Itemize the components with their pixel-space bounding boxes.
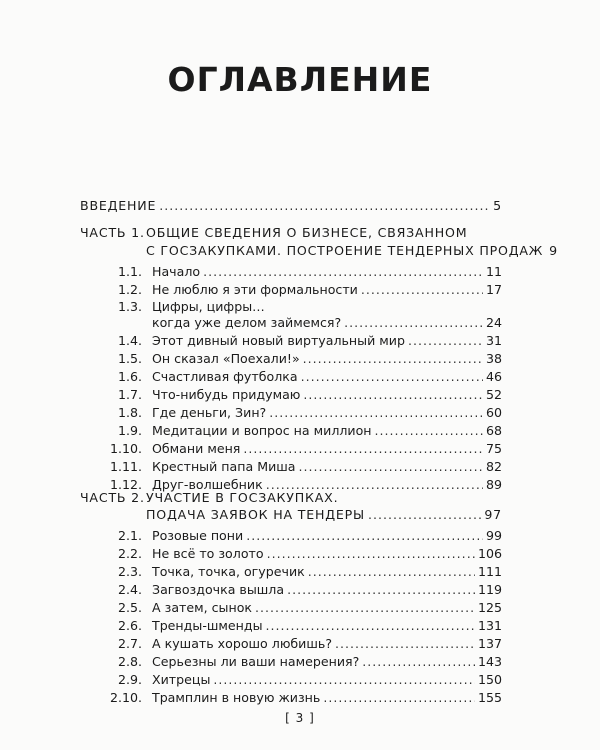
leader-dots xyxy=(266,618,475,634)
toc-item[interactable] xyxy=(80,618,502,634)
part1-page: 9 xyxy=(549,243,558,258)
item-title: Загвоздочка вышла xyxy=(152,582,285,597)
item-page: 137 xyxy=(477,636,502,651)
item-number: 2.7. xyxy=(117,636,142,651)
item-number: 1.7. xyxy=(117,387,142,402)
item-number: 1.12. xyxy=(109,477,142,492)
item-title: А затем, сынок xyxy=(152,600,253,615)
part2-label: ЧАСТЬ 2. xyxy=(80,490,145,505)
item-page: 31 xyxy=(485,333,502,348)
toc-item[interactable] xyxy=(80,672,502,688)
toc-item[interactable] xyxy=(80,636,502,652)
toc-item[interactable] xyxy=(80,369,502,385)
item-title: Что-нибудь придумаю xyxy=(152,387,301,402)
leader-dots xyxy=(362,654,475,670)
item-number: 1.8. xyxy=(117,405,142,420)
item-number: 2.1. xyxy=(117,528,142,543)
page-title: ОГЛАВЛЕНИЕ xyxy=(167,60,433,99)
leader-dots xyxy=(269,405,483,421)
leader-dots xyxy=(159,198,490,214)
toc-part2-line2[interactable] xyxy=(146,507,502,523)
item-title: Начало xyxy=(152,264,201,279)
item-page: 24 xyxy=(485,315,502,330)
item-page: 111 xyxy=(477,564,502,579)
item-number: 2.4. xyxy=(117,582,142,597)
leader-dots xyxy=(213,672,475,688)
item-title: Серьезны ли ваши намерения? xyxy=(152,654,360,669)
toc-intro[interactable] xyxy=(80,198,502,214)
leader-dots xyxy=(323,690,475,706)
item-page: 11 xyxy=(485,264,502,279)
item-title: Медитации и вопрос на миллион xyxy=(152,423,372,438)
item-title: Точка, точка, огуречик xyxy=(152,564,305,579)
leader-dots xyxy=(203,264,483,280)
item-number: 1.5. xyxy=(117,351,142,366)
item-number: 1.3. xyxy=(117,299,142,314)
item-title: Трамплин в новую жизнь xyxy=(152,690,321,705)
item-page: 143 xyxy=(477,654,502,669)
toc-item[interactable] xyxy=(80,333,502,349)
item-number: 1.11. xyxy=(109,459,142,474)
toc-item[interactable] xyxy=(80,299,502,315)
item-page: 99 xyxy=(485,528,502,543)
leader-dots xyxy=(243,441,483,457)
item-title: Не всё то золото xyxy=(152,546,264,561)
leader-dots xyxy=(303,387,483,403)
leader-dots xyxy=(368,507,481,523)
leader-dots xyxy=(308,564,475,580)
toc-item[interactable] xyxy=(80,654,502,670)
item-page: 52 xyxy=(485,387,502,402)
item-number: 2.10. xyxy=(109,690,142,705)
item-number: 1.6. xyxy=(117,369,142,384)
item-page: 131 xyxy=(477,618,502,633)
item-title: Тренды-шменды xyxy=(152,618,263,633)
item-title: Обмани меня xyxy=(152,441,241,456)
item-page: 60 xyxy=(485,405,502,420)
leader-dots xyxy=(408,333,483,349)
leader-dots xyxy=(301,369,483,385)
toc-intro-page: 5 xyxy=(493,198,502,213)
toc-part1-line2[interactable] xyxy=(146,243,558,259)
item-number: 2.6. xyxy=(117,618,142,633)
toc-part1-line1[interactable] xyxy=(80,225,502,241)
item-page: 106 xyxy=(477,546,502,561)
item-page: 155 xyxy=(477,690,502,705)
item-title: Он сказал «Поехали!» xyxy=(152,351,300,366)
item-page: 82 xyxy=(485,459,502,474)
item-number: 1.10. xyxy=(109,441,142,456)
item-number: 1.9. xyxy=(117,423,142,438)
part1-label: ЧАСТЬ 1. xyxy=(80,225,145,240)
item-number: 2.3. xyxy=(117,564,142,579)
item-title: Хитрецы xyxy=(152,672,211,687)
item-title: Этот дивный новый виртуальный мир xyxy=(152,333,405,348)
item-page: 68 xyxy=(485,423,502,438)
item-number: 2.5. xyxy=(117,600,142,615)
toc-item[interactable] xyxy=(80,528,502,544)
item-title: Розовые пони xyxy=(152,528,244,543)
page-folio: [ 3 ] xyxy=(285,711,315,725)
item-number: 1.1. xyxy=(117,264,142,279)
part1-title-line1: ОБЩИЕ СВЕДЕНИЯ О БИЗНЕСЕ, СВЯЗАННОМ xyxy=(146,225,468,240)
toc-item[interactable] xyxy=(80,351,502,367)
leader-dots xyxy=(361,282,483,298)
item-page: 89 xyxy=(485,477,502,492)
item-title: Цифры, цифры… xyxy=(152,299,265,314)
item-page: 150 xyxy=(477,672,502,687)
toc-item[interactable] xyxy=(80,405,502,421)
toc-item[interactable] xyxy=(80,423,502,439)
item-number: 2.9. xyxy=(117,672,142,687)
leader-dots xyxy=(246,528,483,544)
part2-title-line1: УЧАСТИЕ В ГОСЗАКУПКАХ. xyxy=(146,490,339,505)
item-number: 1.2. xyxy=(117,282,142,297)
item-title: Счастливая футболка xyxy=(152,369,298,384)
item-title: Где деньги, Зин? xyxy=(152,405,267,420)
part2-title-line2: ПОДАЧА ЗАЯВОК НА ТЕНДЕРЫ xyxy=(146,507,365,522)
part1-title-line2: С ГОСЗАКУПКАМИ. ПОСТРОЕНИЕ ТЕНДЕРНЫХ ПРОДАЖ xyxy=(146,243,544,258)
item-title-line2: когда уже делом займемся? xyxy=(152,315,342,330)
leader-dots xyxy=(287,582,475,598)
toc-item[interactable] xyxy=(80,582,502,598)
toc-item[interactable] xyxy=(80,441,502,457)
item-number: 2.2. xyxy=(117,546,142,561)
toc-intro-label: ВВЕДЕНИЕ xyxy=(80,198,157,213)
item-title: А кушать хорошо любишь? xyxy=(152,636,333,651)
item-number: 2.8. xyxy=(117,654,142,669)
toc-item[interactable] xyxy=(80,264,502,280)
leader-dots xyxy=(299,459,483,475)
item-page: 17 xyxy=(485,282,502,297)
leader-dots xyxy=(267,546,475,562)
item-title: Друг-волшебник xyxy=(152,477,263,492)
toc-item[interactable] xyxy=(80,690,502,706)
item-page: 75 xyxy=(485,441,502,456)
toc-item[interactable] xyxy=(80,546,502,562)
toc-item-continued[interactable] xyxy=(152,315,502,331)
leader-dots xyxy=(255,600,475,616)
toc-item[interactable] xyxy=(80,564,502,580)
item-title: Не люблю я эти формальности xyxy=(152,282,358,297)
item-page: 125 xyxy=(477,600,502,615)
toc-item[interactable] xyxy=(80,282,502,298)
toc-item[interactable] xyxy=(80,600,502,616)
item-number: 1.4. xyxy=(117,333,142,348)
toc-item[interactable] xyxy=(80,459,502,475)
leader-dots xyxy=(303,351,483,367)
item-page: 38 xyxy=(485,351,502,366)
leader-dots xyxy=(335,636,475,652)
item-page: 119 xyxy=(477,582,502,597)
part2-page: 97 xyxy=(484,507,502,522)
toc-item[interactable] xyxy=(80,387,502,403)
leader-dots xyxy=(375,423,483,439)
item-title: Крестный папа Миша xyxy=(152,459,296,474)
toc-part2-line1[interactable] xyxy=(80,490,502,506)
item-page: 46 xyxy=(485,369,502,384)
leader-dots xyxy=(344,315,483,331)
